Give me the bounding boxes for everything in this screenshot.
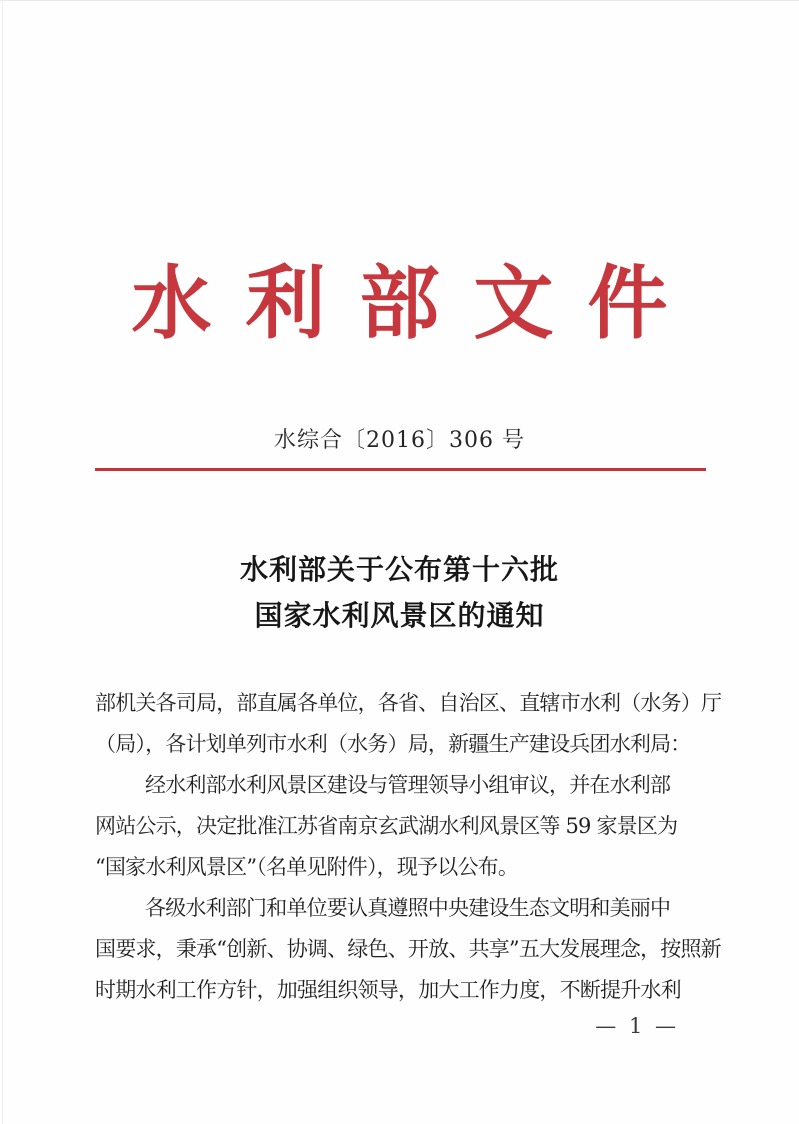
body-line-para2-1: 各级水利部门和单位要认真遵照中央建设生态文明和美丽中 [145, 896, 671, 920]
body-line-para2-3: 时期水利工作方针，加强组织领导，加大工作力度，不断提升水利 [95, 978, 681, 1002]
document-title-line2: 国家水利风景区的通知 [254, 599, 545, 632]
body-line-recipients-1: 部机关各司局，部直属各单位，各省、自治区、直辖市水利（水务）厅 [95, 691, 722, 715]
body-line-para1-2: 网站公示，决定批准江苏省南京玄武湖水利风景区等 59 家景区为 [95, 814, 678, 838]
body-line-para2-2: 国要求，秉承“创新、协调、绿色、开放、共享”五大发展理念，按照新 [95, 937, 721, 961]
document-number: 水综合〔2016〕306 号 [274, 428, 525, 453]
agency-masthead: 水利部文件 [131, 256, 702, 350]
document-title [0, 547, 799, 639]
body-line-recipients-2: （局），各计划单列市水利（水务）局，新疆生产建设兵团水利局： [95, 732, 691, 756]
body-line-para1-3: “国家水利风景区”（名单见附件），现予以公布。 [95, 855, 519, 879]
document-title-line1: 水利部关于公布第十六批 [239, 553, 559, 586]
document-body [95, 683, 722, 1011]
red-divider-rule [95, 468, 706, 471]
body-line-para1-1: 经水利部水利风景区建设与管理领导小组审议，并在水利部 [145, 773, 671, 797]
page-number: — 1 — [595, 1014, 679, 1038]
